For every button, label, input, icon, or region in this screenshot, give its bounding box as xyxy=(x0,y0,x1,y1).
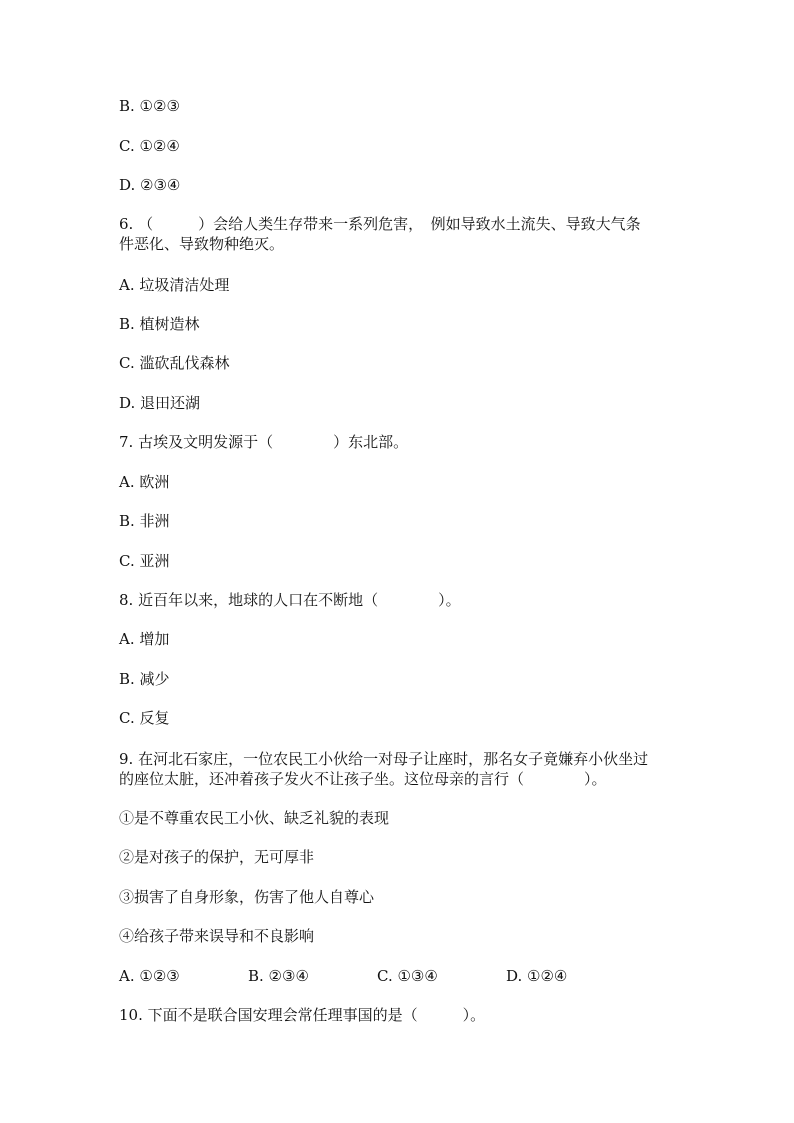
q6-stem-line2: 件恶化、导致物种绝灭。 xyxy=(119,235,285,253)
q9-statement-1: ①是不尊重农民工小伙、缺乏礼貌的表现 xyxy=(119,809,390,827)
q8-option-a: A. 增加 xyxy=(119,630,170,648)
q9-stem-line2: 的座位太脏，还冲着孩子发火不让孩子坐。这位母亲的言行（ ）。 xyxy=(119,770,607,788)
q9-statement-4: ④给孩子带来误导和不良影响 xyxy=(119,927,315,945)
q9-stem-line1: 9. 在河北石家庄，一位农民工小伙给一对母子让座时，那名女子竟嫌弃小伙坐过 xyxy=(119,750,649,768)
q7-option-b: B. 非洲 xyxy=(119,512,170,530)
q6-option-b: B. 植树造林 xyxy=(119,315,200,333)
q9-options-row xyxy=(119,966,635,986)
q6-stem-line1: 6. （ ）会给人类生存带来一系列危害， 例如导致水土流失、导致大气条 xyxy=(119,215,641,233)
q7-option-a: A. 欧洲 xyxy=(119,473,170,491)
q6-option-d: D. 退田还湖 xyxy=(119,394,201,412)
q9-option-d: D. ①②④ xyxy=(506,967,568,985)
q9-statement-3: ③损害了自身形象，伤害了他人自尊心 xyxy=(119,888,375,906)
q9-option-b: B. ②③④ xyxy=(248,967,309,985)
q8-stem: 8. 近百年以来，地球的人口在不断地（ ）。 xyxy=(119,591,461,609)
q6-option-c: C. 滥砍乱伐森林 xyxy=(119,354,230,372)
q10-stem: 10. 下面不是联合国安理会常任理事国的是（ ）。 xyxy=(119,1006,486,1024)
q5-option-b: B. ①②③ xyxy=(119,97,180,115)
q9-option-a: A. ①②③ xyxy=(119,967,180,985)
q5-option-c: C. ①②④ xyxy=(119,137,180,155)
q9-statement-2: ②是对孩子的保护，无可厚非 xyxy=(119,848,315,866)
q8-option-c: C. 反复 xyxy=(119,709,170,727)
q6-stem xyxy=(119,214,679,254)
q9-option-c: C. ①③④ xyxy=(377,967,438,985)
q8-option-b: B. 减少 xyxy=(119,670,170,688)
q5-option-d: D. ②③④ xyxy=(119,176,181,194)
q7-option-c: C. 亚洲 xyxy=(119,552,170,570)
q6-option-a: A. 垃圾清洁处理 xyxy=(119,276,230,294)
q7-stem: 7. 古埃及文明发源于（ ）东北部。 xyxy=(119,433,409,451)
q9-stem xyxy=(119,749,679,789)
